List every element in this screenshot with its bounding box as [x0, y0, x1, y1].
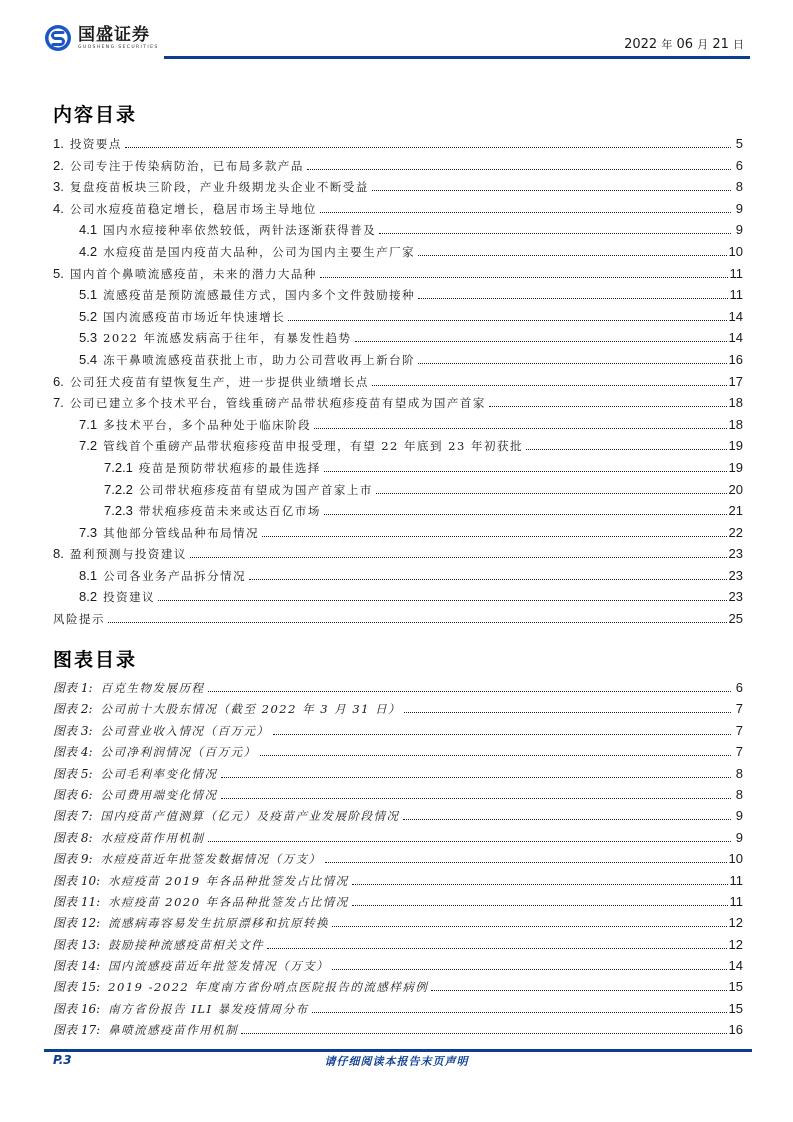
figure-entry-number: 图表 6:: [53, 787, 93, 802]
toc-entry-page[interactable]: 23: [728, 589, 743, 605]
toc-entry-page[interactable]: 20: [728, 481, 743, 497]
toc-entry-number: 4.2: [79, 243, 98, 259]
dot-leader: [372, 384, 727, 386]
toc-entry-page[interactable]: 5: [735, 136, 743, 151]
dot-leader: [221, 776, 732, 778]
toc-entry-number: 5.2: [79, 308, 98, 324]
figure-entry-page[interactable]: 14: [728, 958, 743, 974]
figure-entry[interactable]: [53, 829, 743, 850]
figure-entry-number: 图表 15:: [53, 980, 101, 995]
figure-entry-title[interactable]: 公司毛利率变化情况: [100, 766, 218, 781]
toc-entry-page[interactable]: 14: [728, 308, 743, 324]
figure-entry[interactable]: [53, 700, 743, 721]
toc-entry-number: 2.: [53, 157, 64, 173]
toc-entry[interactable]: [53, 482, 743, 504]
dot-leader: [108, 621, 727, 623]
figure-entry-title[interactable]: 水痘疫苗 2020 年各品种批签发占比情况: [108, 894, 349, 909]
dot-leader: [267, 947, 726, 949]
figure-entry[interactable]: [53, 978, 743, 999]
toc-entry-page[interactable]: 8: [735, 179, 743, 195]
toc-entry-page[interactable]: 17: [728, 373, 743, 389]
date-day: 21: [712, 37, 729, 52]
toc-entry-title[interactable]: 公司专注于传染病防治，已布局多款产品: [69, 158, 304, 173]
figure-entry-page[interactable]: 7: [735, 744, 743, 760]
toc-entry-title[interactable]: 复盘疫苗板块三阶段，产业升级期龙头企业不断受益: [69, 180, 369, 195]
toc-entry-number: 8.2: [79, 589, 98, 605]
date-month: 06: [676, 37, 694, 52]
dot-leader: [288, 319, 726, 321]
toc-entry-title[interactable]: 其他部分管线品种布局情况: [103, 525, 260, 540]
figure-entry[interactable]: [53, 786, 743, 807]
dot-leader: [418, 362, 726, 364]
brand-name-en: GUOSHENG SECURITIES: [78, 45, 159, 50]
list-of-figures: [53, 679, 743, 1043]
footer-divider: [44, 1049, 752, 1052]
toc-entry[interactable]: [53, 568, 743, 590]
toc-entry[interactable]: [53, 589, 743, 611]
toc-entry[interactable]: [53, 266, 743, 288]
dot-leader: [332, 925, 726, 927]
dot-leader: [372, 189, 731, 191]
figure-entry-title[interactable]: 水痘疫苗 2019 年各品种批签发占比情况: [108, 873, 349, 888]
toc-title: 内容目录: [53, 104, 138, 126]
toc-entry[interactable]: [53, 374, 743, 396]
figure-entry-number: 图表 1:: [53, 681, 93, 695]
toc-entry[interactable]: [53, 158, 743, 180]
toc-entry-title[interactable]: 流感疫苗是预防流感最佳方式，国内多个文件鼓励接种: [103, 288, 416, 303]
toc-entry-page[interactable]: 23: [728, 546, 743, 562]
toc-entry-title[interactable]: 国内流感疫苗市场近年快速增长: [103, 309, 286, 324]
figure-entry-number: 图表 16:: [53, 1001, 101, 1016]
toc-entry-number: 4.1: [79, 222, 98, 238]
figure-entry[interactable]: [53, 893, 743, 914]
toc-entry[interactable]: [53, 201, 743, 223]
figure-entry-number: 图表 13:: [53, 937, 101, 952]
toc-entry-number: 1.: [53, 136, 64, 151]
toc-entry[interactable]: [53, 417, 743, 439]
figure-entry-number: 图表 10:: [53, 873, 101, 888]
figure-entry-page[interactable]: 12: [728, 915, 743, 931]
toc-entry[interactable]: [53, 525, 743, 547]
dot-leader: [489, 405, 727, 407]
toc-entry-page[interactable]: 25: [728, 611, 743, 627]
figure-entry-title[interactable]: 公司前十大股东情况（截至 2022 年 3 月 31 日）: [100, 702, 402, 717]
toc-entry-number: 4.: [53, 200, 64, 216]
figure-entry[interactable]: [53, 850, 743, 871]
toc-entry-number: 7.2.1: [104, 459, 133, 475]
guosheng-logo-icon: [44, 24, 72, 52]
figure-entry-title[interactable]: 鼓励接种流感疫苗相关文件: [108, 937, 265, 952]
dot-leader: [190, 556, 727, 558]
figure-entry[interactable]: [53, 743, 743, 764]
toc-entry[interactable]: [53, 136, 743, 158]
figure-entry[interactable]: [53, 914, 743, 935]
figure-entry-title[interactable]: 国内流感疫苗近年批签发情况（万支）: [108, 959, 330, 974]
figure-entry-title[interactable]: 百克生物发展历程: [100, 681, 205, 695]
toc-entry-page[interactable]: 14: [728, 330, 743, 346]
toc-entry-title[interactable]: 风险提示: [53, 612, 105, 627]
toc-entry[interactable]: [53, 352, 743, 374]
figure-entry-number: 图表 8:: [53, 830, 93, 845]
toc-entry-page[interactable]: 11: [729, 287, 743, 303]
toc-entry-number: 5.: [53, 265, 64, 281]
figure-entry-title[interactable]: 流感病毒容易发生抗原漂移和抗原转换: [108, 916, 330, 931]
figure-entry-title[interactable]: 公司营业收入情况（百万元）: [100, 723, 270, 738]
dot-leader: [355, 340, 727, 342]
dot-leader: [314, 427, 726, 429]
dot-leader: [352, 904, 728, 906]
toc-entry-title[interactable]: 国内首个鼻喷流感疫苗，未来的潜力大品种: [69, 266, 317, 281]
figure-entry-number: 图表 17:: [53, 1023, 101, 1038]
figure-entry-title[interactable]: 南方省份报告 ILI 暴发疫情周分布: [108, 1001, 309, 1016]
toc-entry[interactable]: [53, 330, 743, 352]
dot-leader: [379, 232, 731, 234]
toc-entry-number: 8.: [53, 546, 64, 562]
dot-leader: [260, 754, 732, 756]
toc-entry[interactable]: [53, 287, 743, 309]
toc-entry-page[interactable]: 16: [728, 351, 743, 367]
figure-entry-page[interactable]: 8: [735, 786, 743, 802]
toc-entry-number: 7.3: [79, 524, 98, 540]
figure-entry-number: 图表 2:: [53, 702, 93, 717]
disclaimer-note: 请仔细阅读本报告末页声明: [324, 1055, 469, 1068]
toc-entry-number: 7.: [53, 395, 64, 411]
figure-entry-number: 图表 12:: [53, 916, 101, 931]
toc-entry-title[interactable]: 多技术平台，多个品种处于临床阶段: [103, 417, 312, 432]
toc-entry-title[interactable]: 投资要点: [69, 137, 122, 151]
toc-entry-title[interactable]: 公司各业务产品拆分情况: [103, 568, 247, 583]
dot-leader: [325, 861, 727, 863]
figure-entry-page[interactable]: 15: [728, 979, 743, 995]
toc-entry-page[interactable]: 11: [729, 265, 743, 281]
toc-entry-number: 7.2: [79, 438, 98, 454]
figure-entry[interactable]: [53, 936, 743, 957]
figures-title: 图表目录: [53, 649, 138, 671]
figure-entry-title[interactable]: 水痘疫苗作用机制: [100, 830, 205, 845]
dot-leader: [352, 883, 728, 885]
toc-entry-number: 5.1: [79, 287, 98, 303]
dot-leader: [273, 733, 732, 735]
toc-entry[interactable]: [53, 179, 743, 201]
dot-leader: [376, 492, 727, 494]
toc-entry-number: 3.: [53, 179, 64, 195]
toc-entry-page[interactable]: 23: [728, 567, 743, 583]
toc-entry[interactable]: [53, 309, 743, 331]
toc-entry-page[interactable]: 9: [735, 222, 743, 238]
dot-leader: [431, 989, 726, 991]
figure-entry-page[interactable]: 11: [729, 872, 743, 888]
figure-entry-page[interactable]: 6: [735, 680, 743, 695]
figure-entry-page[interactable]: 11: [729, 893, 743, 909]
date-month-unit: 月: [697, 38, 709, 51]
dot-leader: [241, 1032, 726, 1034]
figure-entry-title[interactable]: 鼻喷流感疫苗作用机制: [108, 1023, 239, 1038]
toc-entry-title[interactable]: 带状疱疹疫苗未来或达百亿市场: [138, 504, 321, 519]
toc-entry-title[interactable]: 管线首个重磅产品带状疱疹疫苗申报受理，有望 22 年底到 23 年初获批: [103, 439, 523, 454]
figure-entry-page[interactable]: 7: [735, 722, 743, 738]
dot-leader: [208, 690, 732, 692]
toc-entry-number: 5.3: [79, 330, 98, 346]
dot-leader: [418, 254, 726, 256]
figure-entry[interactable]: [53, 872, 743, 893]
date-year-unit: 年: [661, 38, 673, 51]
dot-leader: [307, 168, 731, 170]
dot-leader: [158, 599, 726, 601]
dot-leader: [404, 711, 731, 713]
figure-entry-page[interactable]: 7: [735, 701, 743, 717]
toc-entry-title[interactable]: 水痘疫苗是国内疫苗大品种，公司为国内主要生产厂家: [103, 244, 416, 259]
toc-entry[interactable]: [53, 611, 743, 633]
toc-entry[interactable]: [53, 395, 743, 417]
table-of-contents: [53, 136, 743, 633]
toc-entry-page[interactable]: 19: [728, 438, 743, 454]
figure-entry[interactable]: [53, 807, 743, 828]
toc-entry-number: 7.2.3: [104, 503, 133, 519]
toc-entry-page[interactable]: 21: [728, 503, 743, 519]
figure-entry[interactable]: [53, 957, 743, 978]
figure-entry-page[interactable]: 15: [728, 1000, 743, 1016]
toc-entry[interactable]: [53, 438, 743, 460]
dot-leader: [320, 211, 731, 213]
toc-entry[interactable]: [53, 244, 743, 266]
dot-leader: [208, 840, 732, 842]
toc-entry-number: 7.2.2: [104, 481, 133, 497]
dot-leader: [332, 968, 726, 970]
figure-entry[interactable]: [53, 765, 743, 786]
dot-leader: [221, 797, 732, 799]
figure-entry-title[interactable]: 公司费用端变化情况: [100, 787, 218, 802]
toc-entry-number: 8.1: [79, 567, 98, 583]
dot-leader: [320, 276, 728, 278]
toc-entry-number: 7.1: [79, 416, 98, 432]
figure-entry-page[interactable]: 16: [728, 1022, 743, 1038]
report-date: [624, 36, 744, 52]
figure-entry-number: 图表 4:: [53, 745, 93, 760]
toc-entry-page[interactable]: 9: [735, 200, 743, 216]
figure-entry-number: 图表 14:: [53, 959, 101, 974]
toc-entry-title[interactable]: 公司带状疱疹疫苗有望成为国产首家上市: [138, 482, 373, 497]
toc-entry-title[interactable]: 冻干鼻喷流感疫苗获批上市，助力公司营收再上新台阶: [103, 352, 416, 367]
page-header: [0, 0, 793, 60]
figure-entry-title[interactable]: 2019 -2022 年度南方省份哨点医院报告的流感样病例: [108, 980, 429, 995]
toc-entry-page[interactable]: 19: [728, 459, 743, 475]
guosheng-logo: [44, 24, 159, 52]
figure-entry[interactable]: [53, 722, 743, 743]
figure-entry[interactable]: [53, 679, 743, 700]
toc-entry[interactable]: [53, 222, 743, 244]
toc-entry-title[interactable]: 公司狂犬疫苗有望恢复生产，进一步提供业绩增长点: [69, 374, 369, 389]
figure-entry-title[interactable]: 公司净利润情况（百万元）: [100, 745, 257, 760]
toc-entry[interactable]: [53, 546, 743, 568]
dot-leader: [403, 818, 732, 820]
figure-entry-page[interactable]: 12: [728, 936, 743, 952]
page-number: P.3: [53, 1053, 72, 1067]
dot-leader: [125, 146, 731, 148]
toc-entry-page[interactable]: 6: [735, 157, 743, 173]
figure-entry-number: 图表 9:: [53, 852, 93, 867]
dot-leader: [526, 448, 727, 450]
figure-entry-page[interactable]: 8: [735, 765, 743, 781]
figure-entry-number: 图表 3:: [53, 723, 93, 738]
toc-entry-page[interactable]: 18: [728, 416, 743, 432]
figure-entry-title[interactable]: 国内疫苗产值测算（亿元）及疫苗产业发展阶段情况: [100, 809, 400, 824]
dot-leader: [418, 297, 727, 299]
dot-leader: [262, 535, 726, 537]
dot-leader: [324, 470, 727, 472]
figure-entry-page[interactable]: 10: [728, 851, 743, 867]
figure-entry-title[interactable]: 水痘疫苗近年批签发数据情况（万支）: [100, 852, 322, 867]
brand-name-cn: 国盛证券: [78, 25, 150, 45]
toc-entry-title[interactable]: 盈利预测与投资建议: [69, 547, 187, 562]
toc-entry[interactable]: [53, 503, 743, 525]
date-year: 2022: [624, 37, 658, 52]
figure-entry-page[interactable]: 9: [735, 829, 743, 845]
toc-entry-page[interactable]: 18: [728, 395, 743, 411]
figure-entry-number: 图表 11:: [53, 894, 101, 909]
figure-entry-number: 图表 7:: [53, 809, 93, 824]
toc-entry-title[interactable]: 投资建议: [103, 590, 156, 605]
figure-entry[interactable]: [53, 1021, 743, 1042]
toc-entry-number: 6.: [53, 373, 64, 389]
toc-entry-number: 5.4: [79, 351, 98, 367]
header-divider: [164, 56, 750, 59]
date-day-unit: 日: [733, 38, 744, 51]
dot-leader: [249, 578, 726, 580]
toc-entry-title[interactable]: 公司水痘疫苗稳定增长，稳居市场主导地位: [69, 201, 317, 216]
toc-entry[interactable]: [53, 460, 743, 482]
toc-entry-title[interactable]: 疫苗是预防带状疱疹的最佳选择: [138, 460, 321, 475]
figure-entry-page[interactable]: 9: [735, 808, 743, 824]
dot-leader: [324, 513, 727, 515]
figure-entry[interactable]: [53, 1000, 743, 1021]
figure-entry-number: 图表 5:: [53, 766, 93, 781]
toc-entry-title[interactable]: 2022 年流感发病高于往年，有暴发性趋势: [103, 331, 352, 346]
dot-leader: [312, 1011, 727, 1013]
toc-entry-title[interactable]: 公司已建立多个技术平台，管线重磅产品带状疱疹疫苗有望成为国产首家: [69, 396, 486, 411]
toc-entry-page[interactable]: 10: [728, 243, 743, 259]
toc-entry-page[interactable]: 22: [728, 524, 743, 540]
toc-entry-title[interactable]: 国内水痘接种率依然较低，两针法逐渐获得普及: [103, 223, 377, 238]
